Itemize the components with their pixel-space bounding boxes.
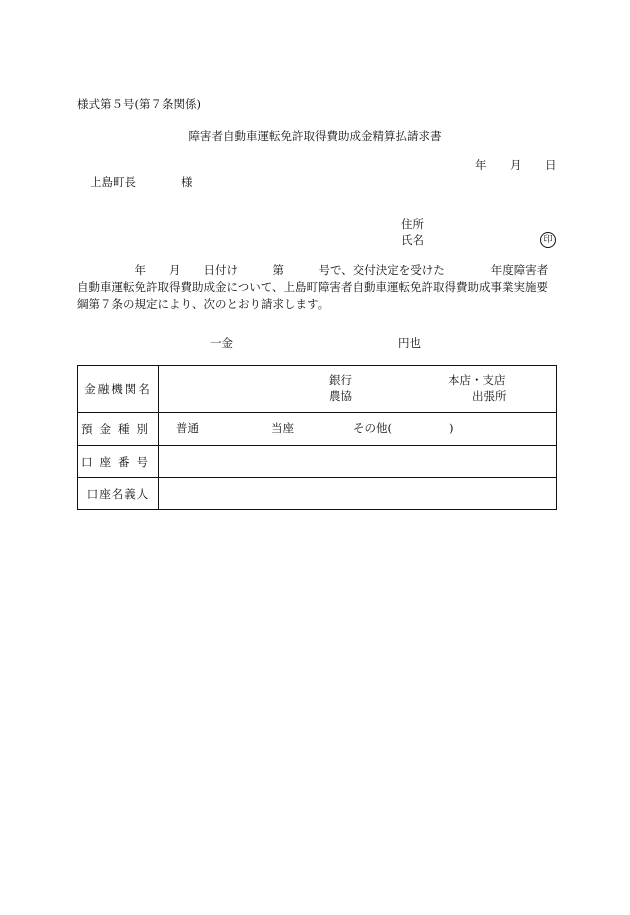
deposit-other-close: ) — [449, 421, 454, 435]
coop-label: 農協 — [329, 389, 352, 403]
account-holder-label: 口座名義人 — [78, 478, 159, 510]
row-deposit-type — [78, 413, 557, 446]
deposit-current[interactable]: 当座 — [271, 421, 294, 435]
deposit-ordinary[interactable]: 普通 — [176, 421, 199, 435]
seal-mark: 印 — [540, 232, 556, 248]
row-financial-institution — [78, 366, 557, 413]
addressee-name: 上島町長 — [90, 175, 136, 189]
financial-institution-label: 金融機関名 — [78, 366, 159, 413]
account-number-field[interactable] — [159, 446, 557, 478]
sub-branch-label: 出張所 — [472, 389, 507, 403]
address-label: 住所 — [401, 217, 424, 231]
date-month-label: 月 — [510, 158, 522, 172]
body-line-3: 綱第７条の規定により、次のとおり請求します。 — [77, 297, 330, 311]
deposit-other[interactable]: その他( — [353, 421, 392, 435]
amount-prefix: 一金 — [210, 336, 233, 350]
account-holder-field[interactable] — [159, 478, 557, 510]
row-account-number — [78, 446, 557, 478]
bank-account-table — [77, 365, 557, 510]
date-day-label: 日 — [545, 158, 557, 172]
deposit-type-cell[interactable] — [159, 413, 557, 446]
row-account-holder — [78, 478, 557, 510]
financial-institution-cell[interactable] — [159, 366, 557, 413]
deposit-type-label: 預金種別 — [78, 413, 159, 446]
form-number: 様式第５号(第７条関係) — [77, 97, 201, 111]
body-line-1: 年 月 日付け 第 号で、交付決定を受けた 年度障害者 — [77, 263, 549, 277]
name-label: 氏名 — [401, 233, 424, 247]
bank-label: 銀行 — [329, 373, 352, 387]
date-year-label: 年 — [475, 158, 487, 172]
addressee-honorific: 様 — [181, 175, 193, 189]
amount-suffix: 円也 — [398, 336, 421, 350]
body-line-2: 自動車運転免許取得費助成金について、上島町障害者自動車運転免許取得費助成事業実施要 — [77, 280, 549, 294]
document-title: 障害者自動車運転免許取得費助成金精算払請求書 — [188, 129, 442, 143]
branch-label: 本店・支店 — [448, 373, 506, 387]
account-number-label: 口座番号 — [78, 446, 159, 478]
